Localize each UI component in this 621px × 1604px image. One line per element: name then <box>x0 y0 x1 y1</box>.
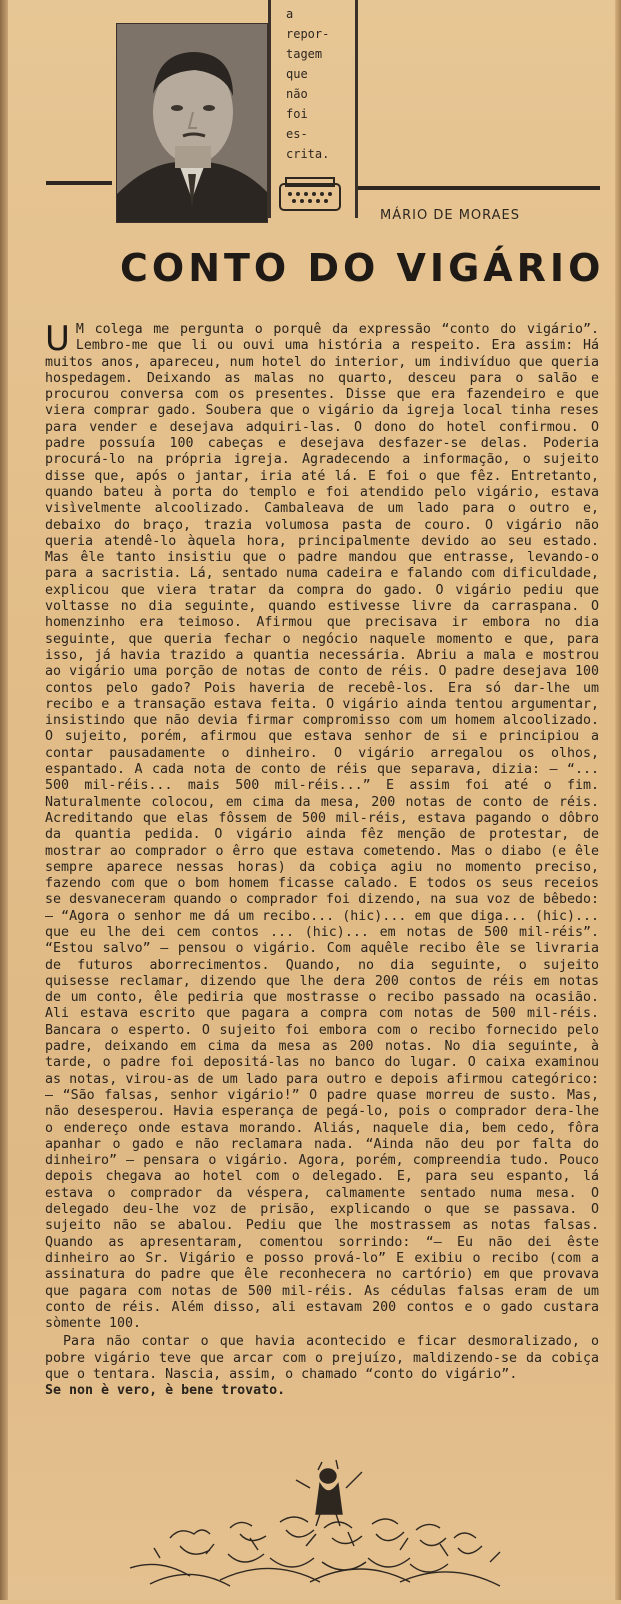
caption-line: es- <box>286 127 308 141</box>
devil-herding-cattle-drawing <box>110 1458 530 1604</box>
caption-line: a <box>286 7 294 21</box>
paper-edge-right <box>615 0 621 1600</box>
paragraph-1 <box>45 319 599 1332</box>
paragraph-2: Para não contar o que havia acontecido e ficar desmoralizado, o pobre vigário teve que arcar com o prejuízo, maldizendo-se da cobiça que o tentara. Nascia, assim, o chamado “conto do vigário”. <box>45 1334 599 1382</box>
caption-line: tagem <box>286 47 323 61</box>
caption-line: crita. <box>286 147 330 161</box>
header-rule-right <box>358 186 600 190</box>
caption-line: não <box>286 87 308 101</box>
header-rule-left <box>46 181 112 185</box>
caption-line: repor- <box>286 27 330 41</box>
article-body <box>45 319 599 1400</box>
author-portrait-photo <box>116 23 268 223</box>
caption-line: que <box>286 67 308 81</box>
closing-line: Se non è vero, è bene trovato. <box>45 1383 286 1399</box>
author-name: MÁRIO DE MORAES <box>380 208 521 223</box>
typewriter-icon <box>274 174 346 218</box>
byline-caption <box>286 4 350 164</box>
paper-edge-left <box>0 0 8 1600</box>
drop-cap: U <box>45 319 70 359</box>
caption-line: foi <box>286 107 308 121</box>
paragraph-1-text: M colega me pergunta o porquê da expressão “conto do vigário”. Lembro-me que li ou ouvi uma história a respeito. Era assim: Há muitos anos, apareceu, num hotel do interior, um indivíduo que queria hospedagem. Deixando as malas no quarto, desceu para o salão e procurou conversa com os presentes. Disse que era fazendeiro e que viera comprar gado. Soubera que o vigário da igreja local tinha reses para vender e desejava adquiri-las. O dono do hotel confirmou. O padre possuía 100 cabeças e desejava desfazer-se delas. Poderia procurá-lo na própria igreja. Agradecendo a informação, o sujeito disse que, após o jantar, iria até lá. E foi o que fêz. Entretanto, quando bateu à porta do templo e foi atendido pelo vigário, estava visìvelmente alcoolizado. Cambaleava de um lado para o outro e, debaixo do braço, trazia volumosa pasta de couro. O vigário não queria atendê-lo àquela hora, principalmente devido ao seu estado. Mas êle tanto insistiu que o padre mandou que entrasse, levando-o para a sacristia. Lá, sentado numa cadeira e falando com dificuldade, explicou que viera tratar da compra do gado. O vigário pediu que voltasse no dia seguinte, quando estivesse livre da carraspana. O homenzinho era teimoso. Afirmou que precisava ir embora no dia seguinte, que queria fechar o negócio naquele momento e que, para isso, já havia trazido a quantia necessária. Abriu a mala e mostrou ao vigário uma porção de notas de conto de réis. O padre desejava 100 contos pelo gado? Pois haveria de recebê-los. Era só dar-lhe um recibo e a transação estava feita. O vigário ainda tentou argumentar, insistindo que não devia firmar compromisso com um homem alcoolizado. O sujeito, porém, afirmou que estava senhor de si e principiou a contar pausadamente o dinheiro. O vigário arregalou os olhos, espantado. A cada nota de conto de réis que separava, dizia: — “... 500 mil-réis... mais 500 mil-réis...” E assim foi até o fim. Naturalmente colocou, em cima da mesa, 200 notas de conto de réis. Acreditando que elas fôssem de 500 mil-réis, estava pagando o dôbro da quantia pedida. O vigário ainda fêz menção de protestar, de mostrar ao comprador o êrro que estava cometendo. Mas o diabo (e êle sempre aparece nessas horas) da cobiça agiu no momento preciso, fazendo com que o bom homem ficasse calado. E todos os seus receios se desvaneceram quando o comprador foi dizendo, na sua voz de bêbedo: — “Agora o senhor me dá um recibo... (hic)... em que diga... (hic)... que eu lhe dei cem contos ... (hic)... em notas de 500 mil-réis”. “Estou salvo” — pensou o vigário. Com aquêle recibo êle se livraria de futuros aborrecimentos. Quando, no dia seguinte, o sujeito quisesse reclamar, dizendo que lhe dera 200 contos de réis em notas de um conto, êle pediria que mostrasse o recibo passado na ocasião. Ali estava escrito que pagara a compra com notas de 500 mil-réis. Bancara o esperto. O sujeito foi embora com o recibo fornecido pelo padre, deixando em cima da mesa as 200 notas. No dia seguinte, à tarde, o padre foi depositá-las no banco do lugar. O caixa examinou as notas, virou-as de um lado para outro e depois afirmou categórico: — “São falsas, senhor vigário!” O padre quase morreu de susto. Mas, não desesperou. Havia esperança de pegá-lo, pois o comprador dera-lhe o endereço onde estava morando. Aliás, naquele dia, bem cedo, fôra apanhar o gado e não reclamara nada. “Ainda não deu por falta do dinheiro” — pensara o vigário. Agora, porém, compreendia tudo. Pouco depois chegava ao hotel com o delegado. E, para seu espanto, lá estava o comprador da véspera, calmamente sentado numa mesa. O delegado deu-lhe voz de prisão, explicando o que se passava. O sujeito não se abalou. Pediu que lhe mostrassem as notas falsas. Quando as apresentaram, comentou sorrindo: “— Eu não dei êste dinheiro ao Sr. Vigário e posso prová-lo” E exibiu o recibo (com a assinatura do padre que êle reconhecera no cartório) em que provava que pagara com notas de 500 mil-réis. As cédulas falsas eram de um conto de réis. Além disso, ali estavam 200 contos e o gado custara sòmente 100. <box>45 322 599 1332</box>
article-title: CONTO DO VIGÁRIO <box>120 246 605 290</box>
